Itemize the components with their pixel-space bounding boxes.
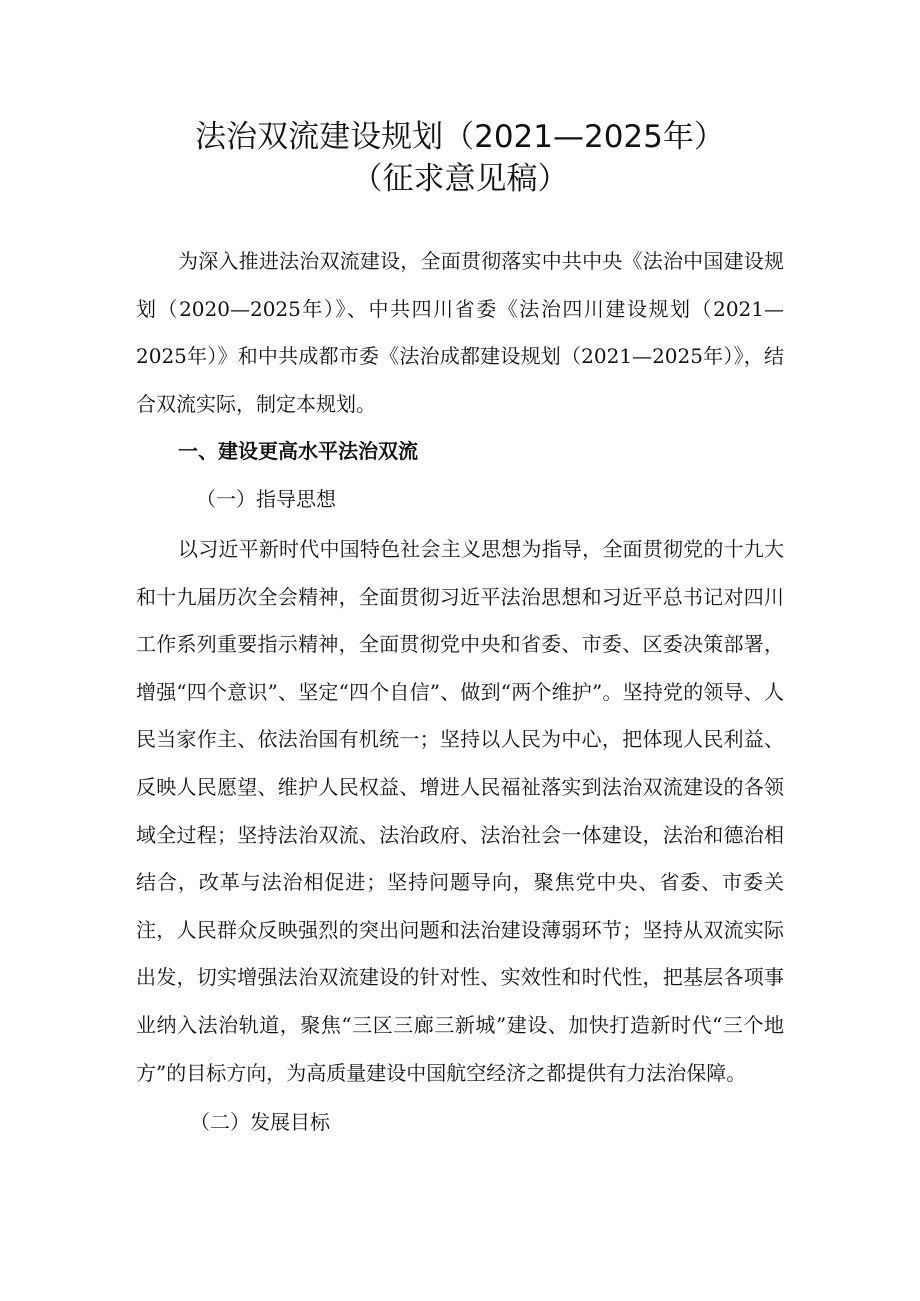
section-heading-1: 一、建设更高水平法治双流 [178, 439, 418, 463]
document-title: 法治双流建设规划（2021—2025年） [195, 119, 725, 155]
subsection-heading-development-goals: （二）发展目标 [190, 1110, 330, 1134]
document-subtitle: （征求意见稿） [351, 161, 569, 197]
subsection-heading-guiding-thought: （一）指导思想 [196, 487, 336, 511]
intro-paragraph: 为深入推进法治双流建设，全面贯彻落实中共中央《法治中国建设规划（2020—2025年）》、中共四川省委《法治四川建设规划（2021—2025年）》和中共成都市委《法治成都建设规划（2021—2025年）》，结合双流实际，制定本规划。 [136, 249, 784, 416]
guiding-thought-paragraph: 以习近平新时代中国特色社会主义思想为指导，全面贯彻党的十九大和十九届历次全会精神，全面贯彻习近平法治思想和习近平总书记对四川工作系列重要指示精神，全面贯彻党中央和省委、市委、区委决策部署，增强“四个意识”、坚定“四个自信”、做到“两个维护”。坚持党的领导、人民当家作主、依法治国有机统一；坚持以人民为中心，把体现人民利益、反映人民愿望、维护人民权益、增进人民福祉落实到法治双流建设的各领域全过程；坚持法治双流、法治政府、法治社会一体建设，法治和德治相结合，改革与法治相促进；坚持问题导向，聚焦党中央、省委、市委关注，人民群众反映强烈的突出问题和法治建设薄弱环节；坚持从双流实际出发，切实增强法治双流建设的针对性、实效性和时代性，把基层各项事业纳入法治轨道，聚焦“三区三廊三新城”建设、加快打造新时代“三个地方”的目标方向，为高质量建设中国航空经济之都提供有力法治保障。 [136, 537, 784, 1085]
